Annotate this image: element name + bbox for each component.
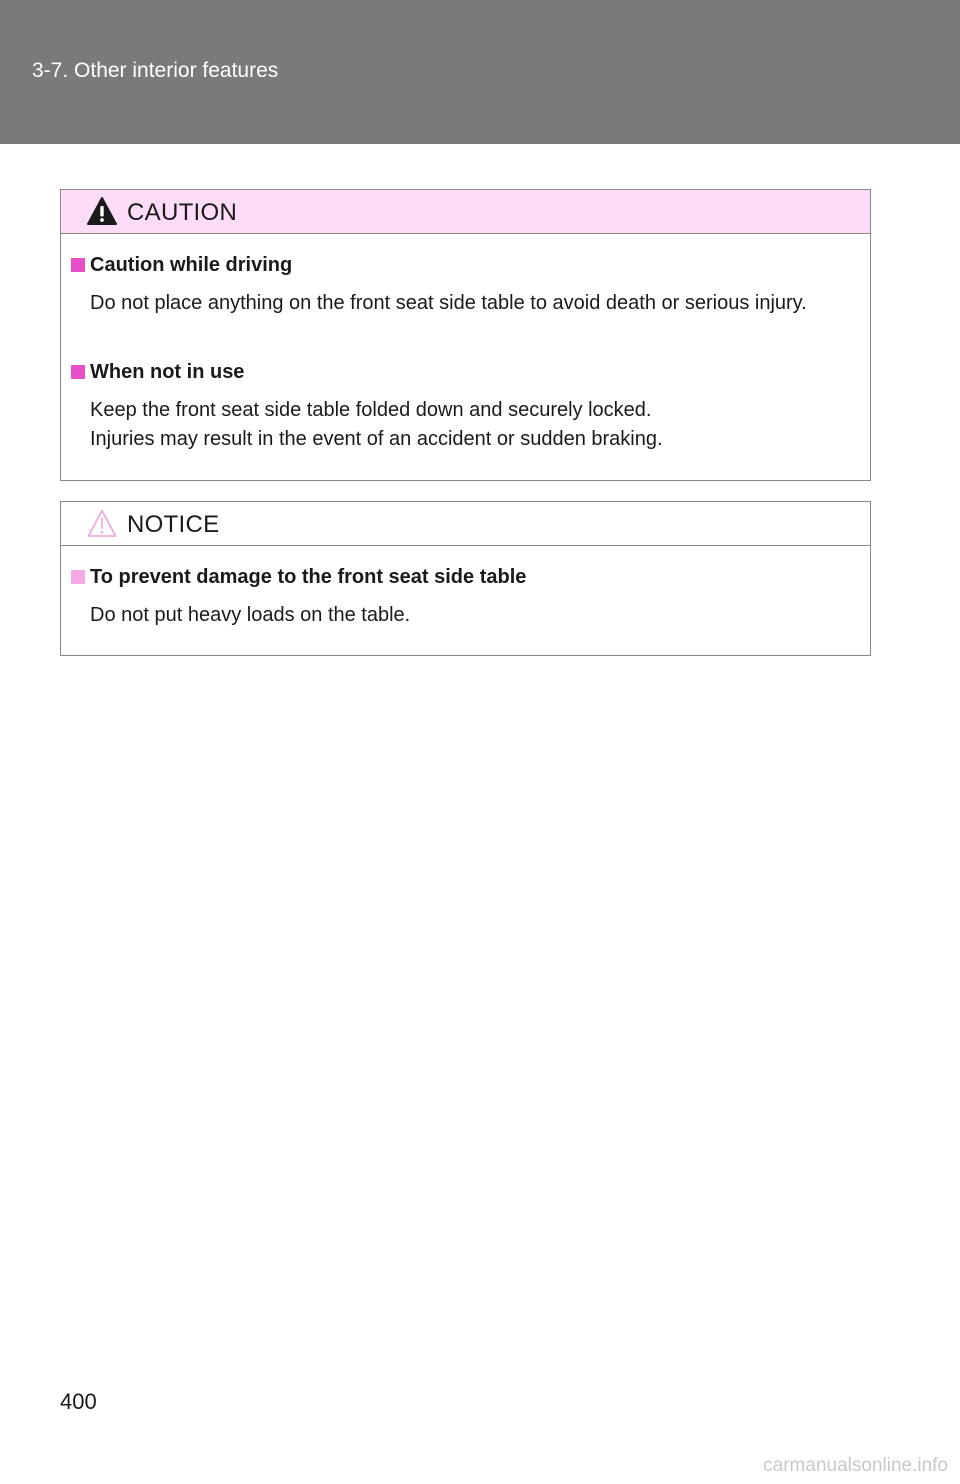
caution-header <box>61 190 870 234</box>
notice-title: NOTICE <box>127 511 220 538</box>
notice-item-body: Do not put heavy loads on the table. <box>90 604 411 626</box>
caution-item-title: When not in use <box>90 361 245 383</box>
notice-header <box>61 502 870 546</box>
section-title: 3-7. Other interior features <box>32 59 279 82</box>
notice-item-title: To prevent damage to the front seat side table <box>90 566 527 588</box>
bullet-square-icon <box>71 365 85 379</box>
caution-body-line: Injuries may result in the event of an accident or sudden braking. <box>90 428 663 450</box>
caution-item-title: Caution while driving <box>90 254 293 276</box>
caution-item-body: Do not place anything on the front seat side table to avoid death or serious injury. <box>90 292 807 314</box>
bullet-square-icon <box>71 570 85 584</box>
watermark: carmanualsonline.info <box>763 1455 948 1476</box>
caution-title: CAUTION <box>127 199 238 226</box>
page-number: 400 <box>60 1389 97 1414</box>
caution-body-line: Keep the front seat side table folded down and securely locked. <box>90 399 652 421</box>
bullet-square-icon <box>71 258 85 272</box>
caution-item-body <box>90 396 860 454</box>
warning-triangle-icon <box>86 196 118 226</box>
caution-box <box>60 189 871 481</box>
page-header <box>0 0 960 144</box>
notice-box <box>60 501 871 656</box>
notice-triangle-outline-icon <box>86 508 118 538</box>
